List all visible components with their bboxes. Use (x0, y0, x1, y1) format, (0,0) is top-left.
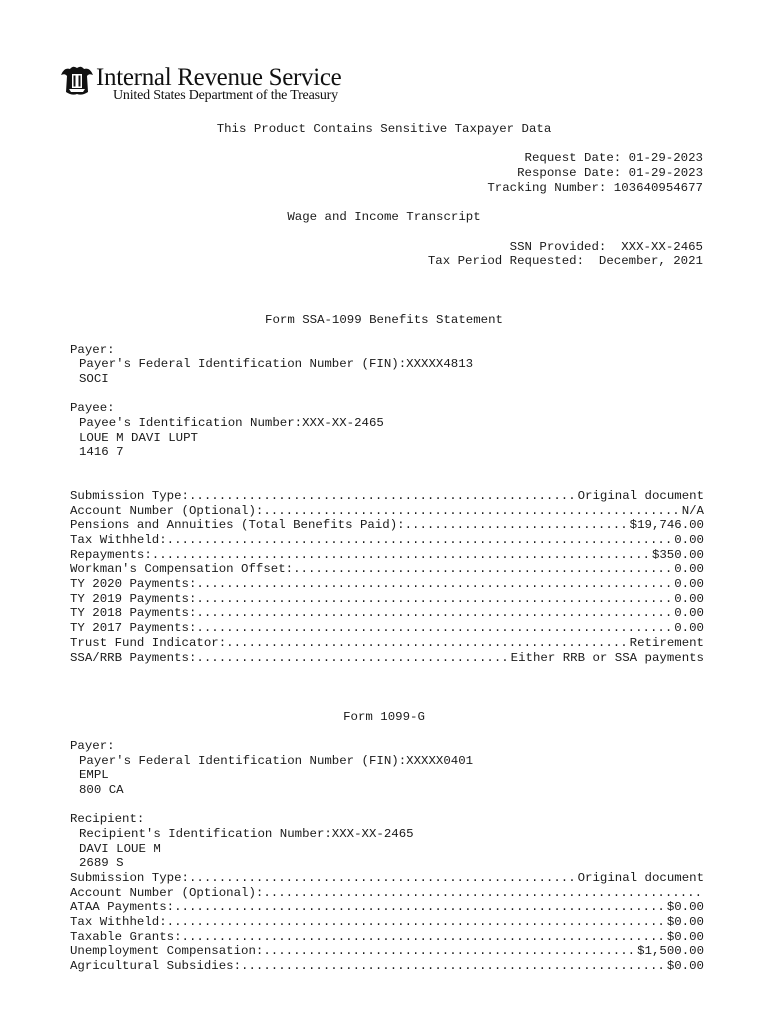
ssa1099-row: Tax Withheld: ..... 0.00 (70, 533, 704, 548)
form1099g-row: ATAA Payments: ..... $0.00 (70, 900, 704, 915)
ssa1099-payer-fin: Payer's Federal Identification Number (FIN):XXXXX4813 (79, 357, 474, 371)
ssa1099-payee-name: LOUE M DAVI LUPT (79, 431, 198, 445)
form1099g-payer-fin: Payer's Federal Identification Number (FIN):XXXXX0401 (79, 754, 474, 768)
document-title: Wage and Income Transcript (287, 210, 481, 224)
form1099g-row: Submission Type: ..... Original document (70, 871, 704, 886)
ssa1099-payer-label: Payer: (70, 343, 115, 357)
irs-eagle-icon (60, 65, 94, 97)
form1099g-recipient-name: DAVI LOUE M (79, 842, 161, 856)
form1099g-title: Form 1099-G (343, 710, 425, 724)
form1099g-row: Taxable Grants: ..... $0.00 (70, 930, 704, 945)
ssa1099-row: Pensions and Annuities (Total Benefits Paid): ..... $19,746.00 (70, 518, 704, 533)
ssa1099-row: TY 2017 Payments: ..... 0.00 (70, 621, 704, 636)
ssa1099-payee-id: Payee's Identification Number:XXX-XX-2465 (79, 416, 384, 430)
sensitive-notice: This Product Contains Sensitive Taxpayer Data (216, 122, 552, 136)
ssa1099-payee-address: 1416 7 (79, 445, 124, 459)
ssa1099-row: Submission Type: ..... Original document (70, 489, 704, 504)
ssa1099-payer-name: SOCI (79, 372, 109, 386)
ssn-provided: SSN Provided: XXX-XX-2465 (509, 240, 703, 254)
form1099g-row: Agricultural Subsidies: ..... $0.00 (70, 959, 704, 974)
ssa1099-row: Trust Fund Indicator: ..... Retirement (70, 636, 704, 651)
response-date: Response Date: 01-29-2023 (517, 166, 703, 180)
form1099g-recipient-address: 2689 S (79, 856, 124, 870)
form1099g-recipient-label: Recipient: (70, 812, 145, 826)
ssa1099-row: Workman's Compensation Offset: ..... 0.00 (70, 562, 704, 577)
tracking-number: Tracking Number: 103640954677 (487, 181, 703, 195)
ssa1099-row: TY 2018 Payments: ..... 0.00 (70, 606, 704, 621)
logo-subtitle: United States Department of the Treasury (113, 88, 338, 103)
ssa1099-row: TY 2019 Payments: ..... 0.00 (70, 592, 704, 607)
ssa1099-payee-label: Payee: (70, 401, 115, 415)
form1099g-row: Unemployment Compensation: ..... $1,500.00 (70, 944, 704, 959)
request-date: Request Date: 01-29-2023 (524, 151, 703, 165)
form1099g-payer-name: EMPL (79, 768, 109, 782)
form1099g-payer-address: 800 CA (79, 783, 124, 797)
tax-period-requested: Tax Period Requested: December, 2021 (427, 254, 703, 268)
form1099g-row: Tax Withheld: ..... $0.00 (70, 915, 704, 930)
form1099g-row: Account Number (Optional): ..... (70, 886, 704, 901)
ssa1099-title: Form SSA-1099 Benefits Statement (265, 313, 503, 327)
ssa1099-row: TY 2020 Payments: ..... 0.00 (70, 577, 704, 592)
ssa1099-row: Account Number (Optional): ..... N/A (70, 504, 704, 519)
form1099g-payer-label: Payer: (70, 739, 115, 753)
ssa1099-row: SSA/RRB Payments: ..... Either RRB or SSA payments (70, 651, 704, 666)
ssa1099-row: Repayments: ..... $350.00 (70, 548, 704, 563)
form1099g-recipient-id: Recipient's Identification Number:XXX-XX-2465 (79, 827, 414, 841)
logo-title: Internal Revenue Service (96, 64, 342, 91)
irs-logo (60, 63, 380, 103)
